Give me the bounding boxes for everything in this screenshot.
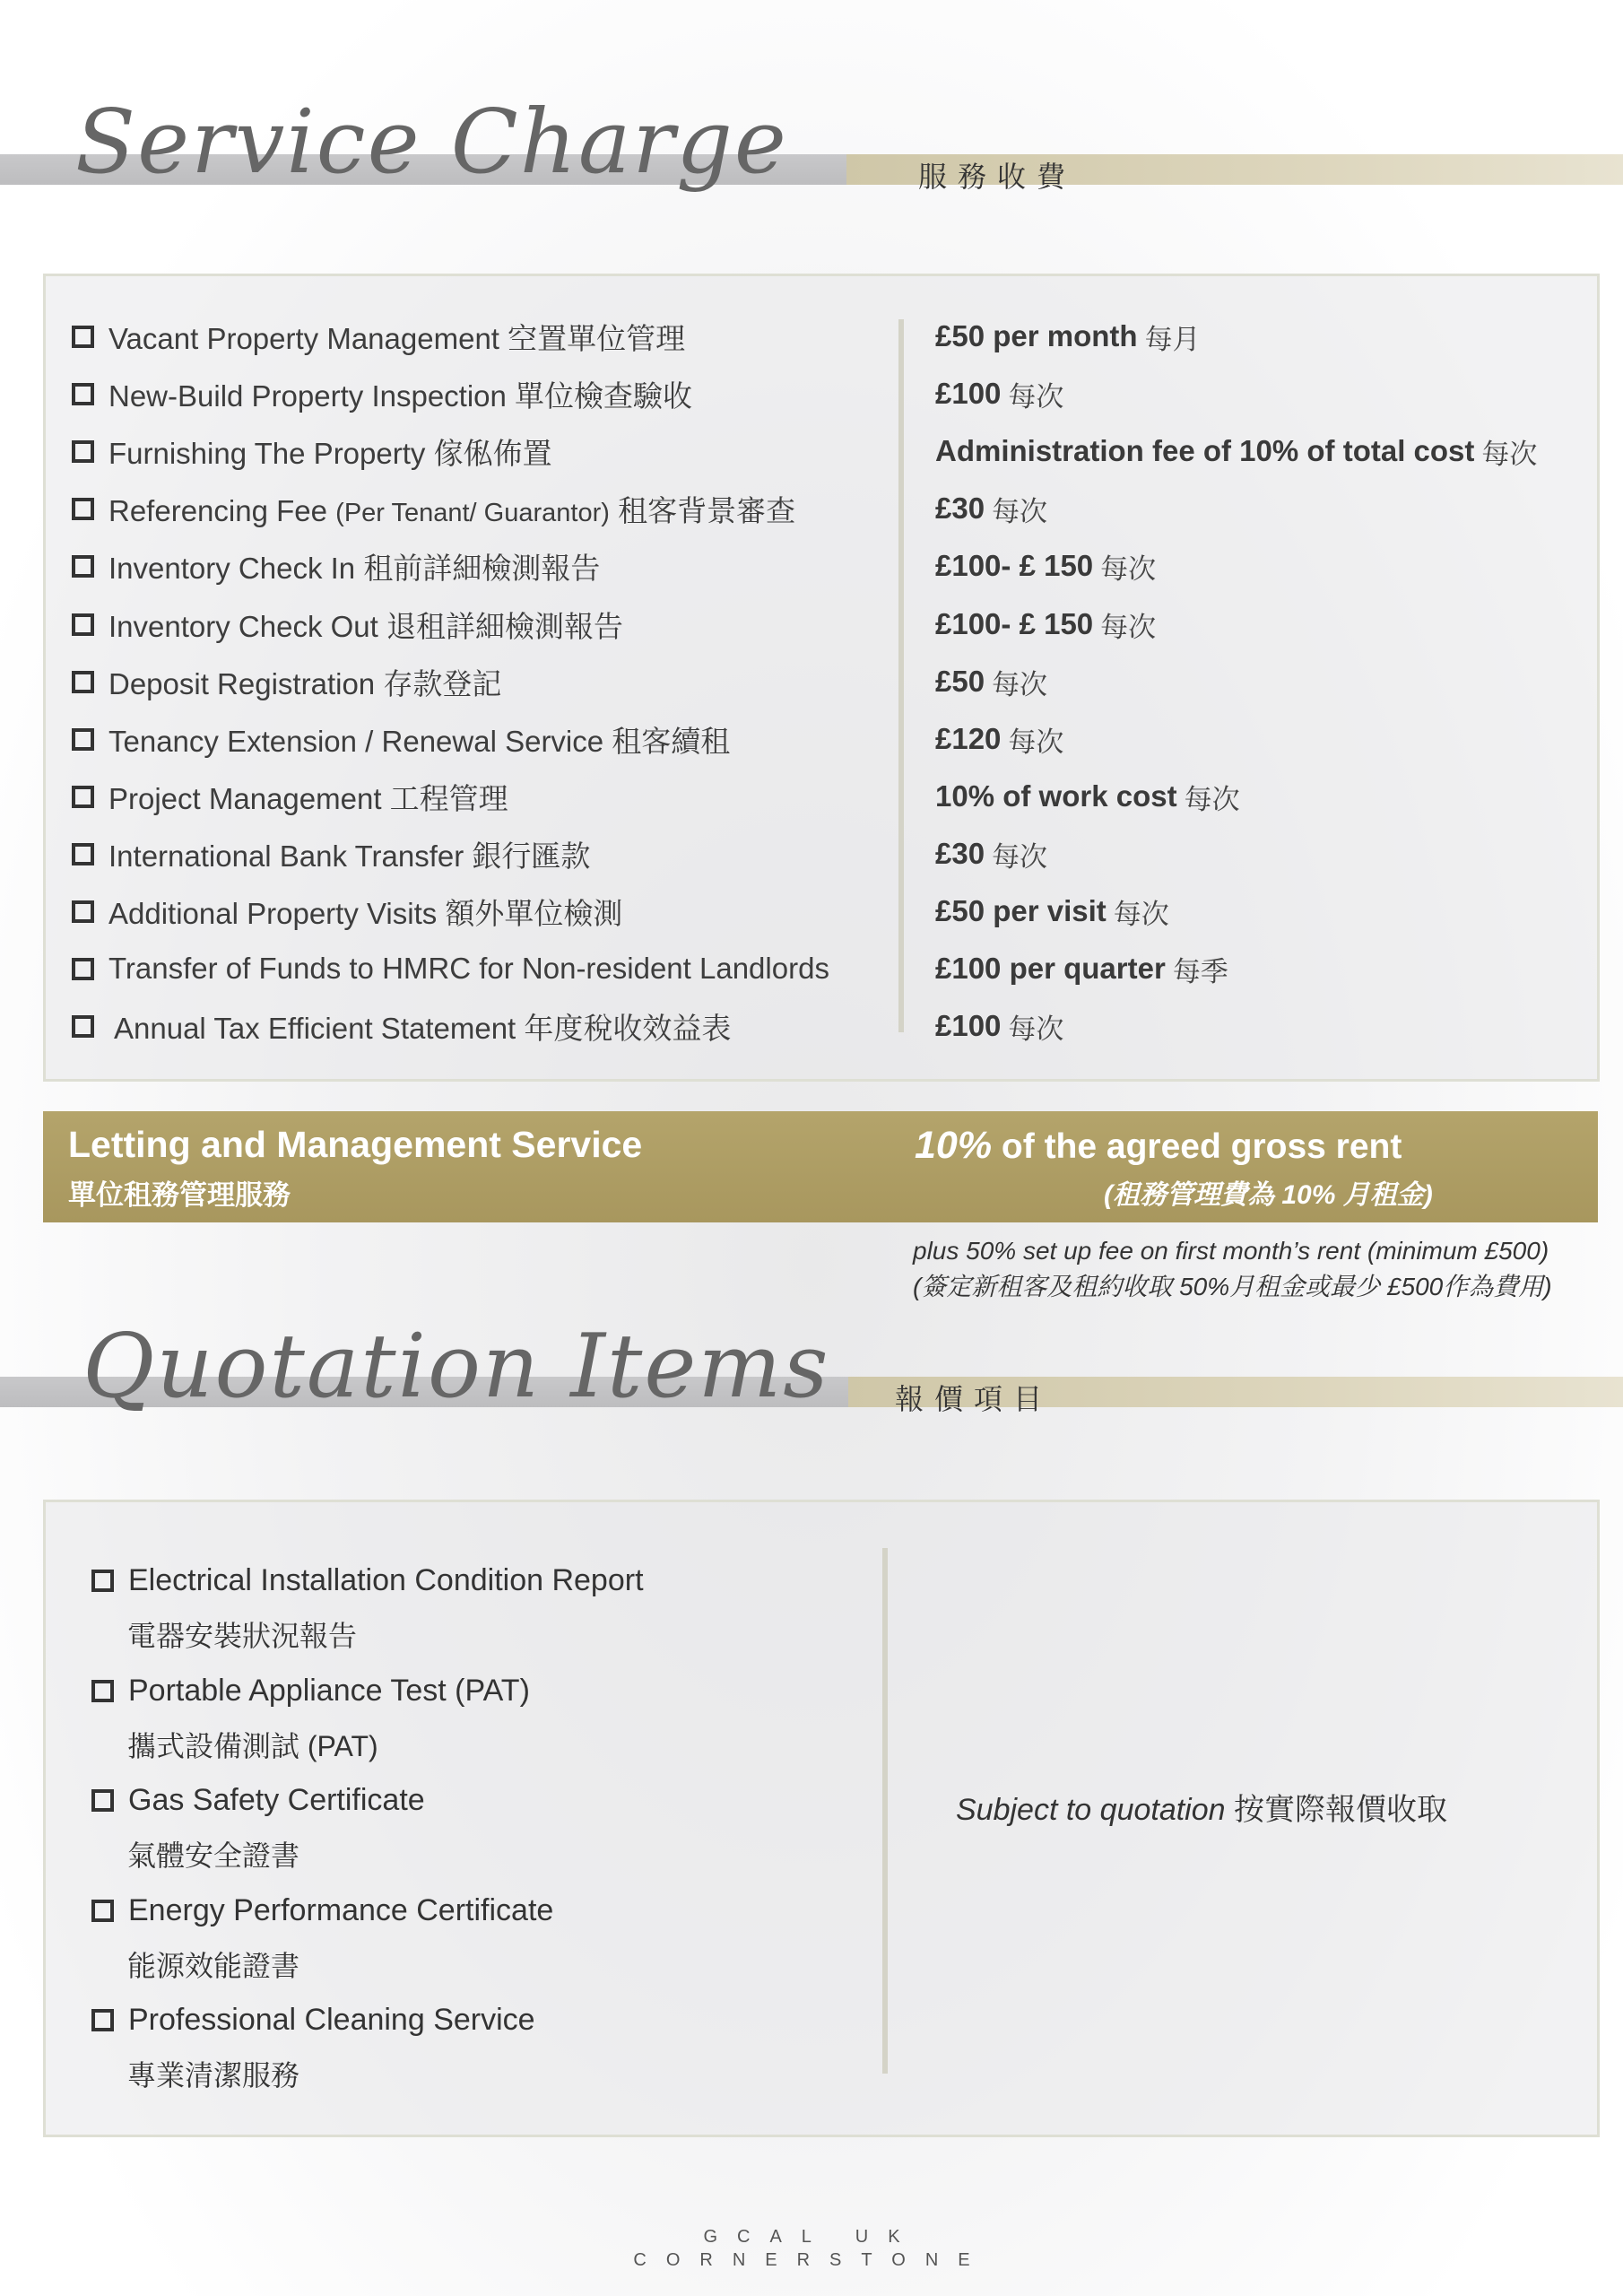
- service-price-zh: 每季: [1172, 955, 1228, 987]
- service-name-zh: 銀行匯款: [472, 839, 591, 873]
- quotation-item: [91, 1780, 425, 1874]
- quotation-item-en: Gas Safety Certificate: [128, 1782, 425, 1817]
- service-name-zh: 租客背景審查: [618, 493, 796, 527]
- service-item: [72, 548, 600, 584]
- quotation-item-en-row: [91, 2000, 535, 2039]
- service-name-en: Deposit Registration: [108, 666, 376, 700]
- quotation-item-zh: 電器安裝狀況報告: [127, 1620, 358, 1652]
- service-price-amount: £50 per month: [935, 319, 1138, 352]
- letting-rate-zh: (租務管理費為 10% 月租金): [1104, 1180, 1433, 1210]
- service-price: [935, 664, 1047, 700]
- checkbox-icon: [72, 555, 94, 578]
- checkbox-icon: [91, 1789, 114, 1812]
- quotation-item-zh: 氣體安全證書: [127, 1839, 300, 1872]
- service-price-amount: Administration fee of 10% of total cost: [935, 434, 1475, 467]
- service-price-amount: £100- £ 150: [935, 607, 1094, 640]
- service-name-zh: 租客續租: [612, 724, 731, 758]
- footer-line-1: GCAL UK: [703, 2227, 920, 2247]
- subject-zh: 按實際報價收取: [1234, 1793, 1448, 1827]
- service-name-zh: 退租詳細檢測報告: [386, 609, 623, 643]
- service-price-amount: £30: [935, 837, 985, 870]
- quotation-header: [0, 1296, 1623, 1418]
- service-price: [935, 951, 1228, 987]
- service-price-amount: 10% of work cost: [935, 779, 1177, 813]
- quotation-item-en-row: [91, 1780, 425, 1820]
- service-price-zh: 每次: [1481, 438, 1538, 470]
- service-name-zh: 工程管理: [389, 781, 508, 815]
- service-name-zh: 存款登記: [383, 666, 502, 700]
- service-name-en: Vacant Property Management: [108, 321, 499, 355]
- service-item-name: [108, 373, 692, 415]
- checkbox-icon: [72, 1015, 94, 1038]
- checkbox-icon: [91, 1570, 114, 1592]
- checkbox-icon: [72, 326, 94, 348]
- quotation-item-zh: 能源效能證書: [127, 1950, 300, 1982]
- service-price-zh: 每次: [1008, 1013, 1064, 1045]
- checkbox-icon: [72, 440, 94, 463]
- letting-rate: [915, 1124, 1402, 1168]
- checkbox-icon: [72, 958, 94, 980]
- checkbox-icon: [72, 728, 94, 751]
- service-item-name: [108, 545, 600, 587]
- service-price: [935, 778, 1240, 814]
- service-name-zh: 租前詳細檢測報告: [363, 551, 601, 585]
- service-item-name: [108, 833, 590, 875]
- quotation-item-en: Electrical Installation Condition Report: [128, 1562, 644, 1597]
- service-charge-title-zh: 服務收費: [918, 160, 1077, 194]
- checkbox-icon: [72, 671, 94, 693]
- checkbox-icon: [72, 843, 94, 865]
- service-name-zh: 年度稅收效益表: [524, 1011, 732, 1045]
- service-price-amount: £100: [935, 377, 1002, 410]
- service-name-zh: 空置單位管理: [508, 321, 686, 355]
- checkbox-icon: [72, 383, 94, 405]
- letting-band: [43, 1111, 1598, 1222]
- service-name-en: Inventory Check Out: [108, 609, 378, 643]
- service-name-en: Additional Property Visits: [108, 896, 438, 930]
- letting-rate-text: of the agreed gross rent: [1001, 1127, 1402, 1166]
- letting-title-zh: 單位租務管理服務: [68, 1179, 291, 1211]
- service-item: [72, 491, 795, 526]
- service-item: [72, 721, 730, 757]
- service-item: [72, 1008, 731, 1044]
- service-name-en: Annual Tax Efficient Statement: [114, 1011, 516, 1045]
- service-name-en: Tenancy Extension / Renewal Service: [108, 724, 604, 758]
- service-price-zh: 每次: [992, 495, 1048, 527]
- service-item: [72, 376, 692, 412]
- service-name-en: Furnishing The Property: [108, 436, 426, 470]
- service-price-zh: 每次: [992, 668, 1048, 700]
- service-price-zh: 每次: [1100, 552, 1157, 585]
- service-item-name: [108, 718, 730, 761]
- checkbox-icon: [72, 900, 94, 923]
- service-price-amount: £100 per quarter: [935, 952, 1166, 985]
- service-name-zh: 單位檢查驗收: [515, 378, 693, 413]
- quotation-item-zh: 專業清潔服務: [127, 2059, 300, 2092]
- quotation-title: Quotation Items: [82, 1316, 830, 1418]
- service-charge-title: Service Charge: [75, 91, 788, 194]
- quotation-item: [91, 2000, 535, 2093]
- service-price: [935, 548, 1156, 584]
- service-price-amount: £50 per visit: [935, 894, 1107, 927]
- quotation-item-en: Portable Appliance Test (PAT): [128, 1673, 530, 1708]
- subject-en: Subject to quotation: [956, 1793, 1226, 1827]
- service-price-zh: 每次: [1100, 611, 1157, 643]
- quotation-item-en-row: [91, 1891, 553, 1930]
- service-item-name: [108, 776, 508, 818]
- checkbox-icon: [91, 1680, 114, 1702]
- service-item: [72, 778, 508, 814]
- service-name-zh: 額外單位檢測: [445, 896, 623, 930]
- service-price: [935, 606, 1156, 642]
- quotation-title-zh: 報價項目: [895, 1382, 1054, 1416]
- service-item-name: [108, 891, 622, 933]
- footer-line-2: CORNERSTONE: [633, 2250, 990, 2270]
- letting-note-zh: (簽定新租客及租約收取 50%月租金或最少 £500作為費用): [913, 1273, 1552, 1300]
- service-price-zh: 每次: [1008, 380, 1064, 413]
- service-item: [72, 893, 622, 929]
- quotation-item-en-row: [91, 1671, 530, 1710]
- service-price-zh: 每次: [992, 840, 1048, 873]
- service-name-zh: 傢俬佈置: [433, 436, 552, 470]
- service-price-amount: £50: [935, 665, 985, 698]
- service-price-zh: 每次: [1184, 783, 1240, 815]
- quotation-item-en-row: [91, 1561, 644, 1600]
- quotation-item: [91, 1671, 530, 1764]
- service-price: [935, 893, 1169, 929]
- service-price-amount: £120: [935, 722, 1002, 755]
- service-item-name: [108, 430, 552, 473]
- service-item-name: [108, 952, 829, 986]
- service-price: [935, 376, 1063, 412]
- checkbox-icon: [72, 613, 94, 636]
- service-price-amount: £30: [935, 491, 985, 525]
- service-price: [935, 433, 1537, 469]
- service-item-name: [108, 316, 685, 358]
- service-item-name: [108, 661, 501, 703]
- service-item: [72, 318, 685, 354]
- service-price-zh: 每次: [1008, 726, 1064, 758]
- service-price-amount: £100- £ 150: [935, 549, 1094, 582]
- service-item: [72, 951, 829, 987]
- service-name-en: Project Management: [108, 781, 382, 815]
- service-price: [935, 721, 1063, 757]
- service-name-note: (Per Tenant/ Guarantor): [335, 498, 610, 527]
- checkbox-icon: [72, 498, 94, 520]
- service-price-zh: 每次: [1113, 898, 1169, 930]
- service-price: [935, 318, 1201, 354]
- service-item: [72, 836, 590, 872]
- service-item-name: [114, 1005, 731, 1048]
- quotation-item-zh: 攜式設備測試 (PAT): [127, 1730, 378, 1762]
- quotation-item-en: Energy Performance Certificate: [128, 1892, 554, 1927]
- service-charge-divider: [898, 319, 904, 1032]
- service-price: [935, 491, 1047, 526]
- service-item-name: [108, 604, 623, 646]
- service-price-zh: 每月: [1144, 323, 1201, 355]
- subject-to-quotation: [956, 1785, 1447, 1829]
- letting-rate-percent: 10%: [915, 1124, 993, 1167]
- service-item: [72, 606, 623, 642]
- checkbox-icon: [91, 2009, 114, 2031]
- service-name-en: Transfer of Funds to HMRC for Non-resident Landlords: [108, 952, 829, 985]
- quotation-item: [91, 1561, 644, 1654]
- service-name-en: Inventory Check In: [108, 551, 356, 585]
- checkbox-icon: [91, 1900, 114, 1922]
- service-price: [935, 1008, 1063, 1044]
- quotation-item-en: Professional Cleaning Service: [128, 2002, 535, 2037]
- service-item-name: [108, 488, 795, 530]
- service-name-en: International Bank Transfer: [108, 839, 464, 873]
- checkbox-icon: [72, 786, 94, 808]
- letting-title: Letting and Management Service: [68, 1124, 643, 1165]
- letting-note-en: plus 50% set up fee on first month’s rent (minimum £500): [913, 1237, 1549, 1265]
- service-item: [72, 664, 501, 700]
- quotation-item: [91, 1891, 553, 1984]
- service-name-en: Referencing Fee: [108, 493, 327, 527]
- service-price: [935, 836, 1047, 872]
- service-price-amount: £100: [935, 1009, 1002, 1042]
- service-item: [72, 433, 552, 469]
- quotation-divider: [882, 1548, 888, 2074]
- service-name-en: New-Build Property Inspection: [108, 378, 507, 413]
- service-charge-header: [0, 72, 1623, 194]
